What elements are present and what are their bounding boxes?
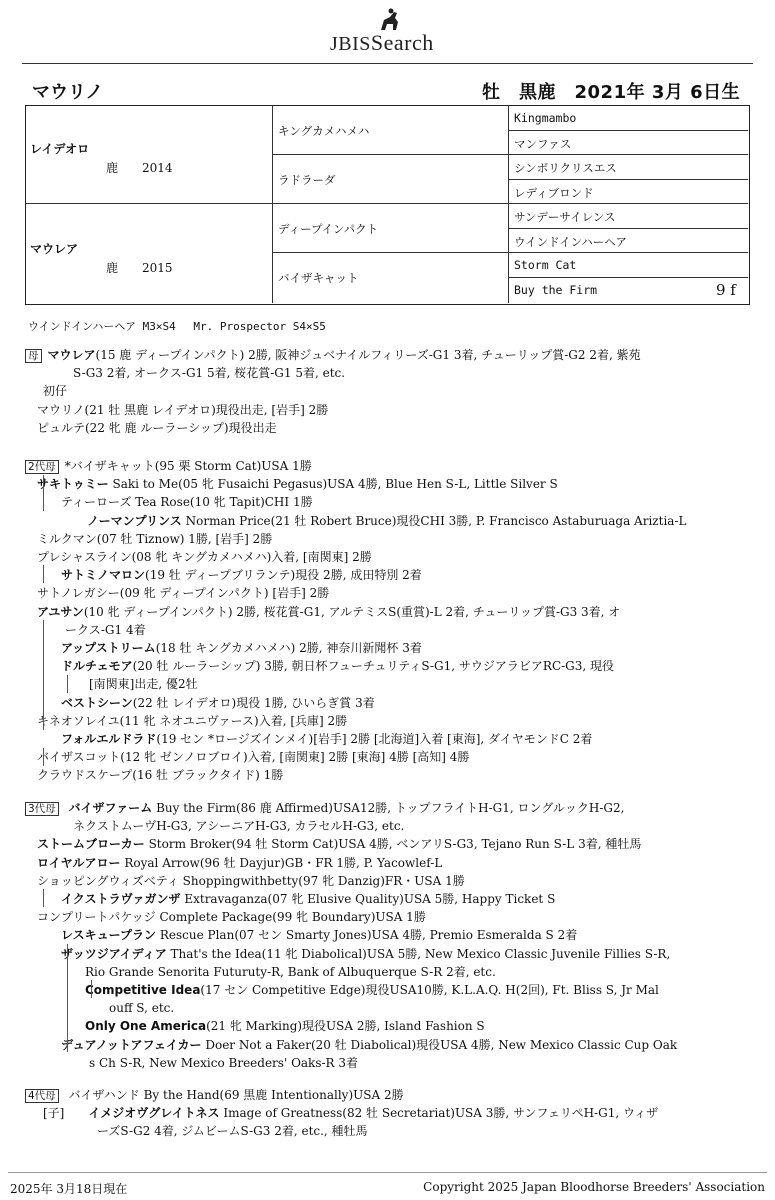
- row-divider: [508, 277, 748, 278]
- sire-name: レイデオロ: [30, 142, 90, 156]
- g2-line-1: [25, 475, 755, 493]
- dam-line-1: [25, 346, 755, 364]
- family-number: 9 f: [716, 281, 736, 299]
- gen3-6[interactable]: ウインドインハーヘア: [514, 235, 627, 249]
- g2-name-15[interactable]: フォルエルドラド: [61, 732, 157, 747]
- sire-cell[interactable]: [30, 140, 173, 176]
- g2-rest-8: (10 牝 ディープインパクト) 2勝, 桜花賞-G1, アルテミスS(重賞)-L 2着, チューリップ賞-G3 3着, オ: [83, 604, 621, 619]
- g2-line-12: [25, 675, 755, 693]
- g3-line-1: ネクストムーヴH-G3, アシーニアH-G3, カラセルH-G3, etc.: [73, 819, 405, 834]
- tree-line: [91, 980, 92, 998]
- third-dam-tag: 3代母: [25, 802, 59, 816]
- col-divider: [508, 106, 509, 303]
- g2-line-2[interactable]: ティーローズ Tea Rose(10 牝 Tapit)CHI 1勝: [61, 495, 313, 510]
- g2-line-11: [25, 657, 755, 675]
- logo-sub: Search: [370, 30, 434, 55]
- gen3-2[interactable]: マンファス: [514, 137, 572, 151]
- logo-main: JBIS: [330, 33, 371, 55]
- gen3-5[interactable]: サンデーサイレンス: [514, 210, 616, 224]
- g3-name-12[interactable]: Only One America: [85, 1019, 207, 1034]
- g3-rest-13: Doer Not a Faker(20 牡 Diabolical)現役USA 4勝, New Mexico Classic Cup Oak: [201, 1037, 678, 1052]
- g3-line-3: [25, 854, 755, 872]
- row-divider: [508, 228, 748, 229]
- g2-rest-6: (19 牡 ディープブリランテ)現役 2勝, 成田特別 2着: [145, 568, 422, 583]
- row-divider: [26, 203, 748, 204]
- g2-line-17[interactable]: クラウドスケープ(16 牡 ブラックタイド) 1勝: [37, 768, 284, 783]
- g2-rest-3: Norman Price(21 牡 Robert Bruce)現役CHI 3勝, P. Francisco Astaburuaga Ariztia-L: [181, 513, 687, 528]
- g3-rest-5: Extravaganza(07 牝 Elusive Quality)USA 5勝, Happy Ticket S: [180, 892, 556, 907]
- g2-name-6[interactable]: サトミノマロン: [61, 568, 146, 583]
- g3-rest-10: (17 セン Competitive Edge)現役USA10勝, K.L.A.Q. H(2回), Ft. Bliss S, Jr Mal: [200, 983, 659, 998]
- g3-name-2[interactable]: ストームブローカー: [37, 837, 145, 852]
- g3-name-0[interactable]: バイザファーム: [68, 801, 153, 815]
- g3-line-8: [25, 945, 755, 963]
- tree-line: [67, 675, 68, 693]
- dam-record: (15 鹿 ディープインパクト) 2勝, 阪神ジュベナイルフィリーズ-G1 3着, チューリップ賞-G2 2着, 紫苑: [95, 348, 641, 362]
- row-divider: [272, 252, 748, 253]
- g3-line-13: [25, 1036, 755, 1054]
- g2-name-1[interactable]: サキトゥミー: [37, 477, 109, 492]
- g2-name-10[interactable]: アップストリーム: [61, 641, 156, 656]
- offspring-2[interactable]: ピュルテ(22 牝 鹿 ルーラーシップ)現役出走: [37, 420, 277, 435]
- g4-line-0: [25, 1086, 755, 1104]
- fourth-dam-tag: 4代母: [25, 1089, 59, 1103]
- sire-detail: 鹿 2014: [106, 161, 173, 175]
- g3-name-10[interactable]: Competitive Idea: [85, 983, 201, 998]
- g2-line-9: ークス-G1 4着: [65, 622, 146, 637]
- logo-text: [330, 30, 434, 56]
- col-divider: [272, 106, 273, 303]
- g2-rest-13: (22 牡 レイデオロ)現役 1勝, ひいらぎ賞 3着: [132, 695, 375, 710]
- second-dam-record[interactable]: *バイザキャット(95 栗 Storm Cat)USA 1勝: [64, 459, 312, 473]
- tree-line: [43, 748, 44, 766]
- g3-line-2: [25, 835, 755, 853]
- gen2-sire-dam[interactable]: ラドラーダ: [278, 173, 336, 187]
- g2-rest-15: (19 セン *ロージズインメイ)[岩手] 2勝 [北海道]入着 [東海], ダイヤモンドC 2着: [156, 732, 593, 747]
- g3-name-8[interactable]: ザッツジアイディア: [61, 946, 167, 961]
- g2-line-15: [25, 730, 755, 748]
- g2-line-10: [25, 639, 755, 657]
- g3-line-5: [25, 890, 755, 908]
- g2-line-0: [25, 457, 755, 475]
- g3-line-14: s Ch S-R, New Mexico Breeders' Oaks-R 3着: [89, 1055, 359, 1070]
- g3-rest-2: Storm Broker(94 牡 Storm Cat)USA 4勝, ベンアリS-G3, Tejano Run S-L 3着, 種牡馬: [144, 837, 642, 852]
- g3-rest-7: Rescue Plan(07 セン Smarty Jones)USA 4勝, Premio Esmeralda S 2着: [156, 928, 578, 943]
- dam-name: マウレア: [30, 242, 79, 256]
- g3-name-13[interactable]: デュアノットアフェイカー: [61, 1037, 202, 1052]
- dam-name-link[interactable]: マウレア: [47, 348, 96, 362]
- g2-line-6: [25, 566, 755, 584]
- row-divider: [272, 154, 748, 155]
- gen2-sire-sire[interactable]: キングカメハメハ: [278, 124, 370, 138]
- g2-line-5[interactable]: プレシャスライン(08 牝 キングカメハメハ)入着, [南関東] 2勝: [37, 550, 372, 565]
- jbis-logo[interactable]: [330, 8, 460, 54]
- g3-rest-0: Buy the Firm(86 鹿 Affirmed)USA12勝, トップフライトH-G1, ロングルックH-G2,: [152, 801, 625, 815]
- g3-line-7: [25, 926, 755, 944]
- second-dam-tag: 2代母: [25, 460, 59, 474]
- footer-rule: [8, 1172, 767, 1173]
- g2-rest-12: [南関東]出走, 優2牡: [89, 677, 198, 692]
- dam-line-2: S-G3 2着, オークス-G1 5着, 桜花賞-G1 5着, etc.: [73, 366, 346, 381]
- g2-line-14[interactable]: キネオソレイユ(11 牝 ネオユニヴァース)入着, [兵庫] 2勝: [37, 713, 348, 728]
- g3-rest-12: (21 牝 Marking)現役USA 2勝, Island Fashion S: [206, 1019, 485, 1034]
- g3-name-7[interactable]: レスキュープラン: [61, 928, 157, 943]
- g3-line-9: Rio Grande Senorita Futuruty-R, Bank of Albuquerque S-R 2着, etc.: [85, 964, 496, 979]
- g2-name-3[interactable]: ノーマンプリンス: [87, 513, 182, 528]
- dam-section: [25, 346, 755, 437]
- horse-name: マウリノ: [32, 82, 104, 103]
- fourth-dam-section: [25, 1086, 755, 1141]
- gen3-8[interactable]: Buy the Firm: [514, 283, 598, 297]
- g3-line-11: ouff S, etc.: [109, 1001, 175, 1016]
- g3-line-6[interactable]: コンプリートパケッジ Complete Package(99 牝 Boundary)USA 1勝: [37, 910, 426, 925]
- row-divider: [508, 179, 748, 180]
- g2-name-13[interactable]: ベストシーン: [61, 695, 133, 710]
- g3-name-5[interactable]: イクストラヴァガンザ: [61, 892, 181, 907]
- child-prefix: [子]: [43, 1106, 65, 1121]
- tree-line: [43, 475, 44, 511]
- dam-line-3: 初仔: [43, 384, 68, 399]
- g4-line-2: ーズS-G2 4着, ジムビームS-G3 2着, etc., 種牡馬: [97, 1124, 368, 1139]
- horse-rider-icon: [376, 8, 402, 32]
- g2-rest-10: (18 牡 キングカメハメハ) 2勝, 神奈川新聞杯 3着: [155, 641, 422, 656]
- tree-line: [67, 944, 68, 1052]
- g2-line-7[interactable]: サトノレガシー(09 牝 ディープインパクト) [岩手] 2勝: [37, 586, 330, 601]
- second-dam-section: [25, 457, 755, 785]
- dam-cell[interactable]: [30, 240, 173, 276]
- tree-line: [43, 620, 44, 730]
- gen3-1[interactable]: Kingmambo: [514, 111, 577, 125]
- g2-line-16[interactable]: バイザスコット(12 牝 ゼンノロブロイ)入着, [南関東] 2勝 [東海] 4勝 [高知] 4勝: [37, 750, 470, 765]
- horse-info: 牡 黒鹿 2021年 3月 6日生: [482, 82, 741, 103]
- dam-tag: 母: [25, 349, 42, 363]
- gen2-dam-dam[interactable]: バイザキャット: [278, 271, 359, 285]
- third-dam-section: [25, 799, 755, 1072]
- g3-line-10: [25, 981, 755, 999]
- gen2-dam-sire[interactable]: ディープインパクト: [278, 222, 379, 236]
- row-divider: [508, 130, 748, 131]
- g4-line-1: [25, 1104, 755, 1122]
- g2-rest-1: Saki to Me(05 牝 Fusaichi Pegasus)USA 4勝, Blue Hen S-L, Little Silver S: [108, 477, 558, 492]
- header-rule: [22, 63, 753, 64]
- g2-name-11[interactable]: ドルチェモア: [61, 659, 133, 674]
- g3-name-3[interactable]: ロイヤルアロー: [37, 855, 121, 870]
- g3-line-0: [25, 799, 755, 817]
- inbreeding-info: ウインドインハーヘア M3×S4 Mr. Prospector S4×S5: [28, 320, 326, 333]
- g3-rest-8: That's the Idea(11 牝 Diabolical)USA 5勝, New Mexico Classic Juvenile Fillies S-R,: [166, 946, 671, 961]
- footer-copyright: Copyright 2025 Japan Bloodhorse Breeders' Association: [423, 1180, 765, 1194]
- g2-name-8[interactable]: アユサン: [37, 604, 84, 619]
- tree-line: [43, 565, 44, 583]
- g2-line-3: [25, 512, 755, 530]
- g2-rest-11: (20 牡 ルーラーシップ) 3勝, 朝日杯フューチュリティS-G1, サウジアラビアRC-G3, 現役: [132, 659, 615, 674]
- g3-line-12: [25, 1017, 755, 1035]
- g4-name-1[interactable]: イメジオヴグレイトネス: [88, 1106, 220, 1121]
- g2-line-13: [25, 694, 755, 712]
- offspring-1[interactable]: マウリノ(21 牡 黒鹿 レイデオロ)現役出走, [岩手] 2勝: [37, 402, 329, 417]
- g4-rest-1: Image of Greatness(82 牡 Secretariat)USA 3勝, サンフェリペH-G1, ウィザ: [219, 1106, 659, 1121]
- fourth-dam-record[interactable]: バイザハンド By the Hand(69 黒鹿 Intentionally)USA 2勝: [68, 1088, 404, 1102]
- tree-line: [43, 889, 44, 907]
- dam-detail: 鹿 2015: [106, 261, 173, 275]
- g2-line-4[interactable]: ミルクマン(07 牡 Tiznow) 1勝, [岩手] 2勝: [37, 531, 273, 546]
- gen3-3[interactable]: シンボリクリスエス: [514, 161, 617, 175]
- g3-line-4[interactable]: ショッピングウィズベティ Shoppingwithbetty(97 牝 Danzig)FR・USA 1勝: [37, 873, 465, 888]
- g3-rest-3: Royal Arrow(96 牡 Dayjur)GB・FR 1勝, P. Yacowlef-L: [120, 855, 443, 870]
- footer-date: 2025年 3月18日現在: [10, 1182, 128, 1196]
- pedigree-table: [25, 105, 750, 305]
- gen3-7[interactable]: Storm Cat: [514, 258, 577, 272]
- gen3-4[interactable]: レディブロンド: [514, 186, 594, 200]
- g2-line-8: [25, 603, 755, 621]
